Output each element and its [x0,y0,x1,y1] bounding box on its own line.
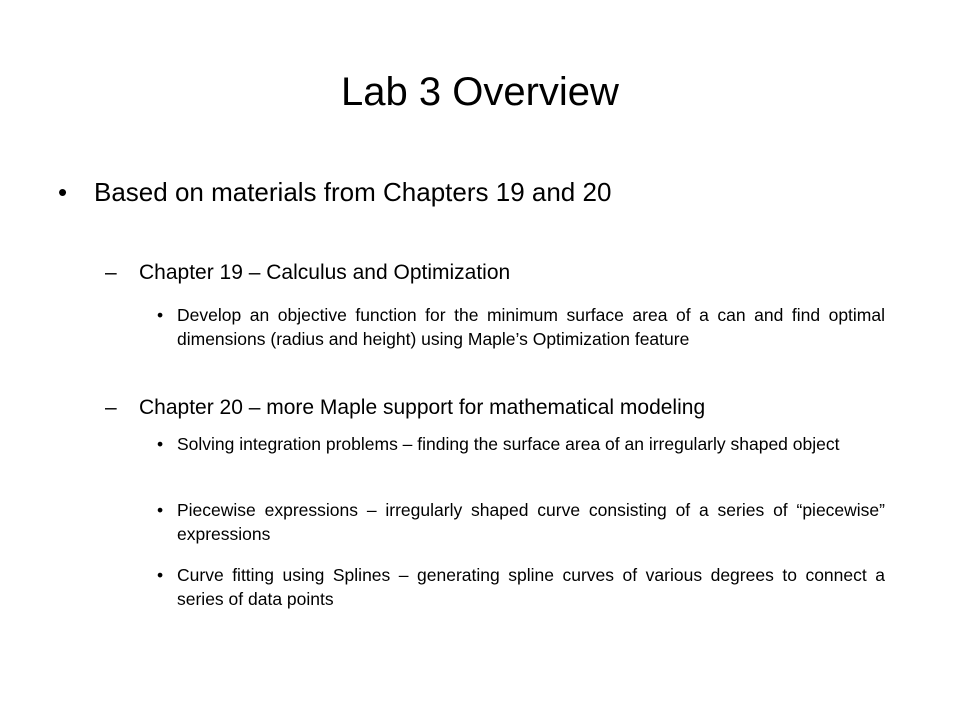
bullet-marker: • [157,500,164,520]
chapter-19-heading [105,258,899,288]
bullet-marker: • [58,177,68,207]
chapter-20-heading [105,393,899,423]
list-item [157,498,885,546]
dash-marker: – [105,396,117,419]
bullet-marker: • [157,434,164,454]
list-item [157,563,885,611]
bullet-marker: • [157,305,164,325]
chapter-heading-text: Chapter 19 – Calculus and Optimization [139,261,511,284]
list-item-text: Solving integration problems – finding the surface area of an irregularly shaped object [177,434,840,454]
list-item [157,303,885,351]
list-item [157,432,885,456]
list-item-text: Piecewise expressions – irregularly shaped curve consisting of a series of “piecewise” expressions [177,500,885,544]
main-bullet [58,172,934,212]
chapter-heading-text: Chapter 20 – more Maple support for mathematical modeling [139,396,706,419]
list-item-text: Develop an objective function for the minimum surface area of a can and find optimal dimensions (radius and height) using Maple’s Optimization feature [177,305,885,349]
list-item-text: Curve fitting using Splines – generating spline curves of various degrees to connect a series of data points [177,565,885,609]
bullet-marker: • [157,565,164,585]
slide-title: Lab 3 Overview [341,70,619,114]
main-bullet-text: Based on materials from Chapters 19 and 20 [94,177,612,207]
dash-marker: – [105,261,117,284]
